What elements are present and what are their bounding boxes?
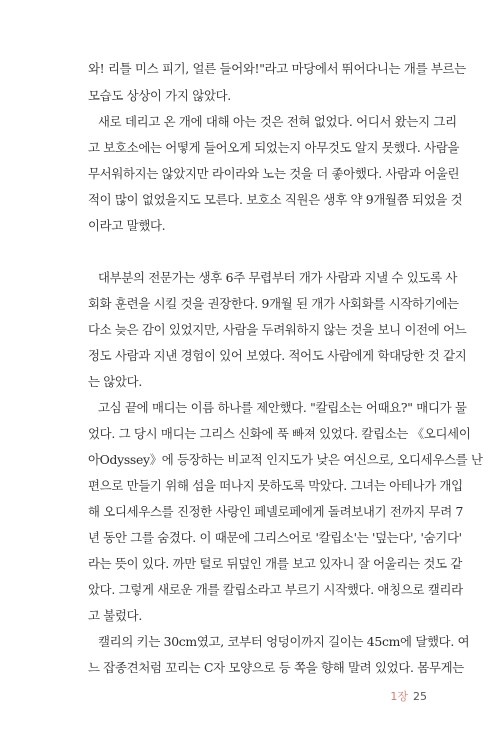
text-line: 회화 훈련을 시킬 것을 권장한다. 9개월 된 개가 사회화를 시작하기에는: [88, 296, 459, 311]
text-line: 았다. 그렇게 새로운 개를 칼립소라고 부르기 시작했다. 애칭으로 캘리라: [88, 582, 463, 597]
text-line: 느 잡종견처럼 꼬리는 C자 모양으로 등 쪽을 향해 말려 있었다. 몸무게는: [88, 660, 464, 675]
text-line: 고 보호소에는 어떻게 들어오게 되었는지 아무것도 알지 못했다. 사람을: [88, 140, 460, 155]
text-line: 모습도 상상이 가지 않았다.: [88, 88, 231, 103]
text-line: 년 동안 그를 숨겼다. 이 때문에 그리스어로 '칼립소'는 '덮는다', '숨기다': [88, 530, 462, 545]
text-line: 라는 뜻이 있다. 까만 털로 뒤덮인 개를 보고 있자니 잘 어울리는 것도 같: [88, 556, 463, 571]
chapter-label: 1장: [390, 690, 408, 703]
text-line: 아Odyssey》에 등장하는 비교적 인지도가 낮은 여신으로, 오디세우스를 난: [88, 452, 483, 467]
text-line: 캘리의 키는 30cm였고, 코부터 엉덩이까지 길이는 45cm에 달했다. 여: [98, 634, 470, 649]
text-line: 와! 리틀 미스 피기, 얼른 들어와!"라고 마당에서 뛰어다니는 개를 부르는: [88, 61, 466, 76]
text-line: 새로 데리고 온 개에 대해 아는 것은 전혀 없었다. 어디서 왔는지 그리: [98, 114, 457, 129]
text-line: 었다. 그 당시 매디는 그리스 신화에 푹 빠져 있었다. 칼립소는 《오디세이: [88, 426, 471, 441]
page-number: 25: [413, 690, 427, 703]
text-line: 편으로 만들기 위해 섬을 떠나지 못하도록 막았다. 그녀는 아테나가 개입: [88, 478, 463, 493]
text-line: 고심 끝에 매디는 이름 하나를 제안했다. "칼립소는 어때요?" 매디가 물: [98, 400, 467, 415]
text-line: 적이 많이 없었을지도 모른다. 보호소 직원은 생후 약 9개월쯤 되었을 것: [88, 192, 463, 207]
page-footer: [390, 688, 427, 704]
text-line: 정도 사람과 지낸 경험이 있어 보였다. 적어도 사람에게 학대당한 것 같지: [88, 348, 467, 363]
text-line: 대부분의 전문가는 생후 6주 무렵부터 개가 사람과 지낼 수 있도록 사: [98, 270, 458, 285]
text-line: 해 오디세우스를 진정한 사랑인 페넬로페에게 돌려보내기 전까지 무려 7: [88, 504, 464, 519]
text-line: 고 불렀다.: [88, 608, 142, 623]
text-line: 는 않았다.: [88, 374, 142, 389]
text-line: 무서워하지는 않았지만 라이라와 노는 것을 더 좋아했다. 사람과 어울린: [88, 166, 460, 181]
text-line: 이라고 말했다.: [88, 218, 166, 233]
text-line: 다소 늦은 감이 있었지만, 사람을 두려워하지 않는 것을 보니 이전에 어느: [88, 322, 467, 337]
